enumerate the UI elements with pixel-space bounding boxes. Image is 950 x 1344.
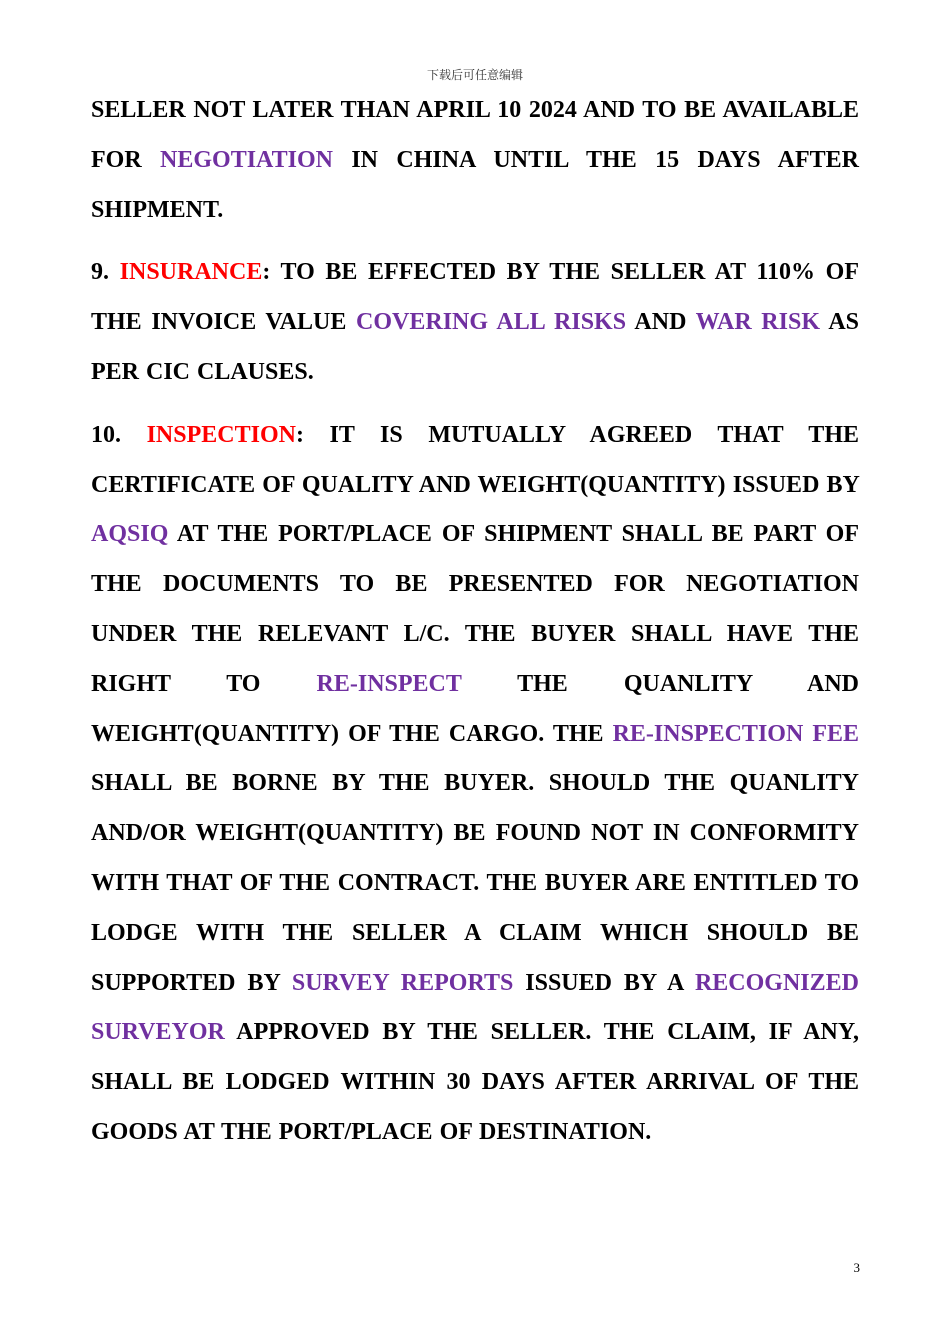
clause-heading: INSPECTION [146, 421, 296, 448]
page-number: 3 [853, 1260, 860, 1275]
paragraph-lc-validity [91, 86, 859, 235]
highlighted-term: SURVEY REPORTS [291, 969, 514, 996]
text-segment: AND [626, 309, 696, 336]
clause-number: 10. [91, 421, 147, 448]
page-header: 下载后可任意编辑 [426, 68, 523, 82]
highlighted-term: RECOGNIZED SURVEYOR [91, 969, 859, 1046]
text-segment: AT THE PORT/PLACE OF SHIPMENT SHALL BE PART OF THE DOCUMENTS TO BE PRESENTED FOR NEGOTIATION UNDER THE RELEVANT L/C. THE BUYER SHALL HAVE THE RIGHT TO [91, 521, 859, 697]
text-segment: IN CHINA UNTIL THE 15 DAYS AFTER SHIPMENT. [91, 146, 859, 223]
text-segment: AS PER CIC CLAUSES. [91, 309, 860, 385]
paragraph-inspection [91, 411, 859, 1158]
highlighted-term: WAR RISK [695, 309, 820, 336]
highlighted-term: NEGOTIATION [160, 146, 333, 173]
text-segment: APPROVED BY THE SELLER. THE CLAIM, IF ANY, SHALL BE LODGED WITHIN 30 DAYS AFTER ARRIVAL OF THE GOODS AT THE PORT/PLACE OF DESTINATION. [91, 1019, 859, 1145]
text-segment: THE QUANLITY AND WEIGHT(QUANTITY) OF THE CARGO. THE [91, 670, 860, 747]
highlighted-term: AQSIQ [91, 521, 169, 548]
document-body [91, 86, 859, 1171]
clause-heading: INSURANCE [119, 259, 263, 286]
text-segment: SELLER NOT LATER THAN APRIL 10 2024 AND TO BE AVAILABLE FOR [91, 97, 859, 173]
highlighted-term: RE-INSPECTION FEE [612, 720, 860, 747]
text-segment: : TO BE EFFECTED BY THE SELLER AT 110% OF THE INVOICE VALUE [91, 259, 860, 336]
clause-number: 9. [91, 259, 120, 286]
text-segment: ISSUED BY A [513, 969, 695, 996]
highlighted-term: COVERING ALL RISKS [356, 309, 627, 336]
highlighted-term: RE-INSPECT [316, 670, 462, 697]
paragraph-insurance [91, 248, 859, 397]
text-segment: SHALL BE BORNE BY THE BUYER. SHOULD THE QUANLITY AND/OR WEIGHT(QUANTITY) BE FOUND NOT IN CONFORMITY WITH THAT OF THE CONTRACT. THE BUYER ARE ENTITLED TO LODGE WITH THE SELLER A CLAIM WHICH SHOULD BE SUPPORTED BY [91, 770, 859, 996]
text-segment: : IT IS MUTUALLY AGREED THAT THE CERTIFICATE OF QUALITY AND WEIGHT(QUANTITY) ISSUED BY [91, 421, 859, 498]
